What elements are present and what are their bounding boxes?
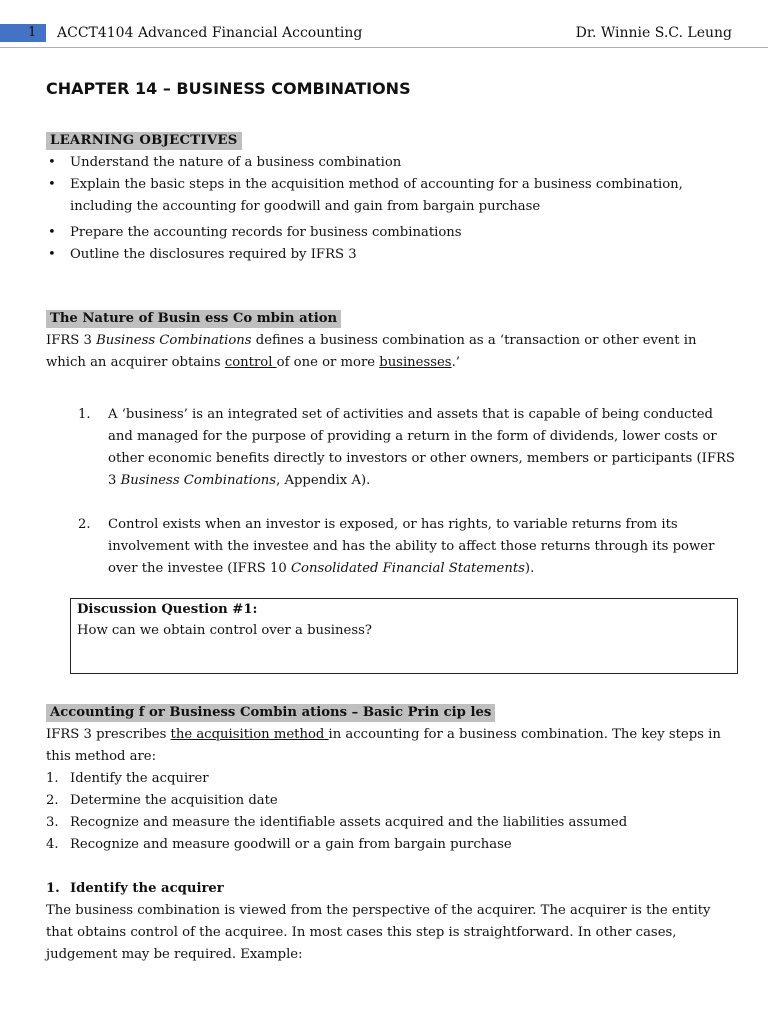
definitions-list [46, 404, 736, 580]
objective-text: Prepare the accounting records for business combinations [70, 225, 462, 240]
accounting-heading-label: Accounting f or Business Combin ations – Basic Prin cip les [46, 704, 495, 722]
bullet-icon: • [48, 155, 56, 170]
bullet-icon: • [48, 225, 56, 240]
document-body [46, 78, 736, 966]
steps-list [46, 768, 736, 856]
course-title: ACCT4104 Advanced Financial Accounting [57, 25, 363, 41]
bullet-icon: • [48, 177, 56, 192]
list-item [46, 174, 736, 218]
bullet-icon: • [48, 247, 56, 262]
list-item: 1. Identify the acquirer [46, 771, 209, 786]
discussion-title: Discussion Question #1: [77, 602, 258, 617]
discussion-box [70, 598, 738, 674]
acquisition-method-term: the acquisition method [170, 727, 329, 742]
author-name: Dr. Winnie S.C. Leung [575, 25, 732, 41]
nature-heading-label: The Nature of Busin ess Co mbin ation [46, 310, 341, 328]
objectives-list [46, 152, 736, 266]
list-item [46, 222, 736, 244]
nature-definition: IFRS 3 Business Combinations defines a business combination as a ‘transaction or other event in which an acquirer obtains control of one or more businesses.’ [46, 333, 697, 370]
list-item: 3. Recognize and measure the identifiable assets acquired and the liabilities assumed [46, 815, 628, 830]
page-number: 1 [0, 24, 46, 42]
header-divider [0, 47, 768, 48]
objective-text: Explain the basic steps in the acquisition method of accounting for a business combination, including the accounting for goodwill and gain from bargain purchase [70, 177, 683, 214]
learning-objectives-heading [46, 130, 736, 152]
identify-acquirer-paragraph: The business combination is viewed from the perspective of the acquirer. The acquirer is the entity that obtains control of the acquiree. In most cases this step is straightforward. In other cases, judgement may be required. Example: [46, 903, 711, 962]
accounting-heading [46, 702, 736, 724]
accounting-intro: IFRS 3 prescribes the acquisition method in accounting for a business combination. The key steps in this method are: [46, 727, 721, 764]
control-term: control [224, 355, 277, 370]
learning-objectives-label: LEARNING OBJECTIVES [46, 132, 242, 150]
identify-acquirer-heading: 1. Identify the acquirer [46, 881, 224, 896]
objective-text: Outline the disclosures required by IFRS 3 [70, 247, 357, 262]
nature-heading [46, 308, 736, 330]
list-item: 2. Determine the acquisition date [46, 793, 278, 808]
discussion-question: How can we obtain control over a business? [77, 623, 372, 638]
businesses-term: businesses [379, 355, 452, 370]
list-item: 4. Recognize and measure goodwill or a gain from bargain purchase [46, 837, 512, 852]
chapter-title: CHAPTER 14 – BUSINESS COMBINATIONS [46, 79, 411, 98]
objective-text: Understand the nature of a business combination [70, 155, 402, 170]
list-item [46, 152, 736, 174]
list-item: 2. Control exists when an investor is exposed, or has rights, to variable returns from its involvement with the investee and has the ability to affect those returns through its power over the investee (IFRS 10 Consolidated Financial Statements). [78, 517, 715, 576]
list-item: 1. A ‘business’ is an integrated set of activities and assets that is capable of being conducted and managed for the purpose of providing a return in the form of dividends, lower costs or other economic benefits directly to investors or other owners, members or participants (IFRS 3 Business Combinations, Appendix A). [78, 407, 735, 488]
list-item [46, 244, 736, 266]
